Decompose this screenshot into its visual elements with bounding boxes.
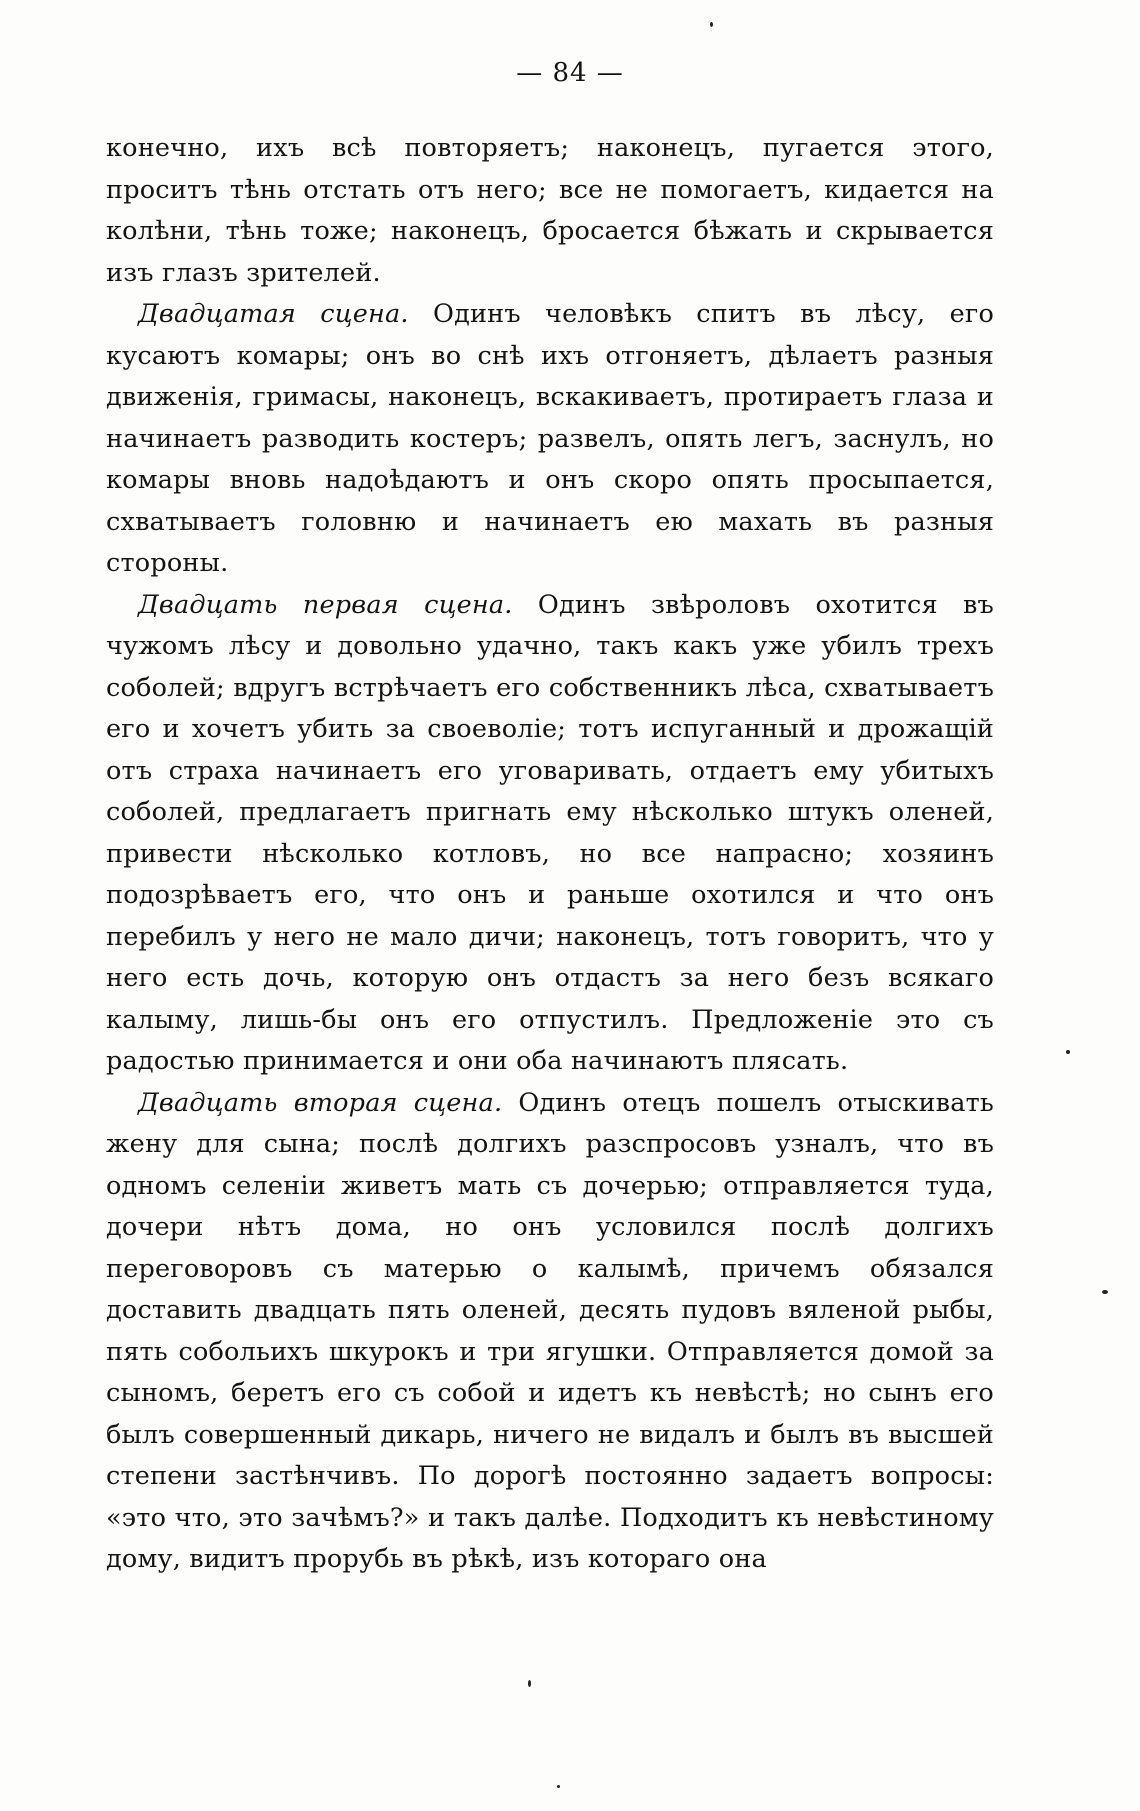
paragraph-text: конечно, ихъ всѣ повторяетъ; наконецъ, пугается этого, проситъ тѣнь отстать отъ него; все не помогаетъ, кидается на колѣни, тѣнь тоже; наконецъ, бросается бѣжать и скрывается изъ глазъ зрителей. (106, 133, 994, 288)
paragraph-text: Одинъ человѣкъ спитъ въ лѣсу, его кусаютъ комары; онъ во снѣ ихъ отгоняетъ, дѣлаетъ разныя движенія, гримасы, наконецъ, вскакиваетъ, протираетъ глаза и начинаетъ разводить костеръ; развелъ, опять легъ, заснулъ, но комары вновь надоѣдаютъ и онъ скоро опять просыпается, схватываетъ головню и начинаетъ ею махать въ разныя стороны. (106, 299, 995, 578)
paragraph-scene-21 (106, 585, 994, 1083)
scene-title: Двадцатая сцена. (138, 299, 409, 329)
scene-title: Двадцать первая сцена. (138, 589, 513, 620)
scan-speck (557, 1785, 560, 1788)
scan-speck (1102, 1290, 1108, 1294)
paragraph-text: Одинъ звѣроловъ охотится въ чужомъ лѣсу и довольно удачно, такъ какъ уже убилъ трехъ соболей; вдругъ встрѣчаетъ его собственникъ лѣса, схватываетъ его и хочетъ убить за своеволіе; тотъ испуганный и дрожащій отъ страха начинаетъ его уговаривать, отдаетъ ему убитыхъ соболей, предлагаетъ пригнать ему нѣсколько штукъ оленей, привести нѣсколько котловъ, но все напрасно; хозяинъ подозрѣваетъ его, что онъ и раньше охотился и что онъ перебилъ у него не мало дичи; наконецъ, тотъ говоритъ, что у него есть дочь, которую онъ отдастъ за него безъ всякаго калыму, лишь-бы онъ его отпустилъ. Предложеніе это съ радостью принимается и они оба начинаютъ плясать. (106, 589, 994, 1076)
paragraph-scene-20 (106, 294, 994, 585)
body-text (106, 128, 994, 1581)
scan-speck (528, 1680, 531, 1687)
scene-title: Двадцать вторая сцена. (138, 1087, 503, 1118)
paragraph-text: Одинъ отецъ пошелъ отыскивать жену для сына; послѣ долгихъ разспросовъ узналъ, что въ одномъ селеніи живетъ мать съ дочерью; отправляется туда, дочери нѣтъ дома, но онъ условился послѣ долгихъ переговоровъ съ матерью о калымѣ, причемъ обязался доставить двадцать пять оленей, десять пудовъ вяленой рыбы, пять собольихъ шкурокъ и три ягушки. Отправляется домой за сыномъ, беретъ его съ собой и идетъ къ невѣстѣ; но сынъ его былъ совершенный дикарь, ничего не видалъ и былъ въ высшей степени застѣнчивъ. По дорогѣ постоянно задаетъ вопросы: «это что, это зачѣмъ?» и такъ далѣе. Подходитъ къ невѣстиному дому, видитъ прорубь въ рѣкѣ, изъ котораго она (106, 1087, 994, 1574)
scan-speck (1066, 1050, 1070, 1054)
scan-speck (710, 22, 713, 27)
page-number: — 84 — (516, 58, 624, 88)
paragraph-scene-22 (106, 1083, 994, 1581)
paragraph-continuation (106, 128, 994, 294)
